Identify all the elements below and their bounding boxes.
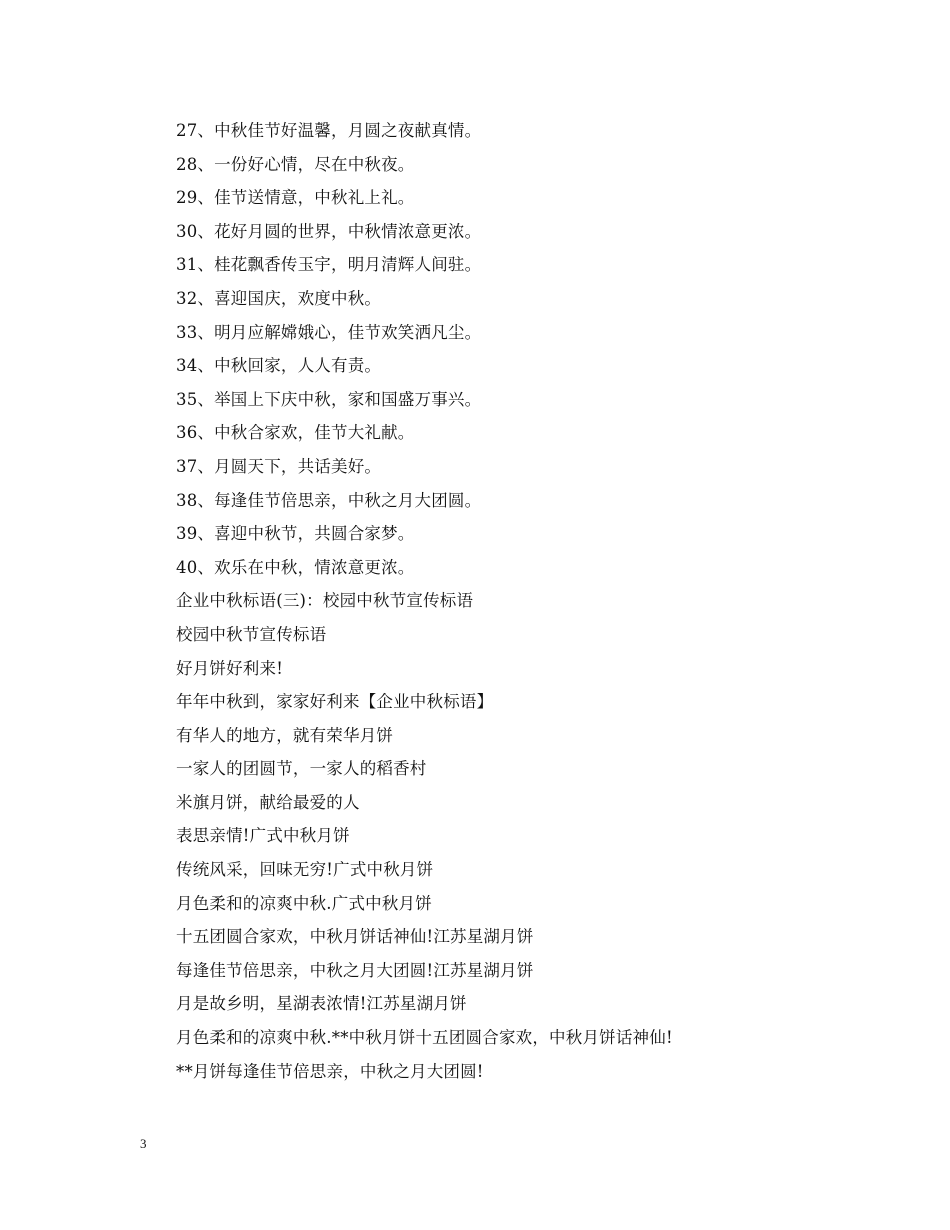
text-line: 每逢佳节倍思亲，中秋之月大团圆!江苏星湖月饼 [176, 960, 534, 980]
text-line: 表思亲情!广式中秋月饼 [176, 826, 350, 846]
section-heading: 企业中秋标语(三)：校园中秋节宣传标语 [176, 591, 474, 611]
text-line: 39、喜迎中秋节，共圆合家梦。 [176, 524, 415, 544]
text-line: 37、月圆天下，共话美好。 [176, 456, 382, 476]
text-line: 38、每逢佳节倍思亲，中秋之月大团圆。 [176, 490, 482, 510]
text-line: 36、中秋合家欢，佳节大礼献。 [176, 423, 415, 443]
text-line: 米旗月饼，献给最爱的人 [176, 792, 360, 812]
page-number: 3 [140, 1136, 147, 1151]
text-line: 有华人的地方，就有荣华月饼 [176, 725, 394, 745]
text-line: 29、佳节送情意，中秋礼上礼。 [176, 188, 415, 208]
document-body [176, 114, 876, 1088]
text-line: 年年中秋到，家家好利来【企业中秋标语】 [176, 692, 494, 712]
text-line: 31、桂花飘香传玉宇，明月清辉人间驻。 [176, 255, 482, 275]
text-line: 28、一份好心情，尽在中秋夜。 [176, 154, 415, 174]
text-line: 40、欢乐在中秋，情浓意更浓。 [176, 557, 415, 577]
text-line: 月色柔和的凉爽中秋.**中秋月饼十五团圆合家欢，中秋月饼话神仙! [176, 1028, 673, 1048]
text-line: 传统风采，回味无穷!广式中秋月饼 [176, 860, 434, 880]
subsection-heading: 校园中秋节宣传标语 [176, 624, 327, 644]
text-line: 月是故乡明，星湖表浓情!江苏星湖月饼 [176, 994, 467, 1014]
text-line: 好月饼好利来! [176, 658, 284, 678]
text-line: 一家人的团圆节，一家人的稻香村 [176, 759, 427, 779]
text-line: 月色柔和的凉爽中秋.广式中秋月饼 [176, 893, 432, 913]
text-line: 35、举国上下庆中秋，家和国盛万事兴。 [176, 389, 482, 409]
text-line: **月饼每逢佳节倍思亲，中秋之月大团圆! [176, 1061, 484, 1081]
text-line: 十五团圆合家欢，中秋月饼话神仙!江苏星湖月饼 [176, 927, 534, 947]
text-line: 33、明月应解嫦娥心，佳节欢笑洒凡尘。 [176, 322, 482, 342]
text-line: 32、喜迎国庆，欢度中秋。 [176, 288, 382, 308]
text-line: 27、中秋佳节好温馨，月圆之夜献真情。 [176, 121, 482, 140]
text-line: 34、中秋回家，人人有责。 [176, 356, 382, 376]
text-line: 30、花好月圆的世界，中秋情浓意更浓。 [176, 221, 482, 241]
